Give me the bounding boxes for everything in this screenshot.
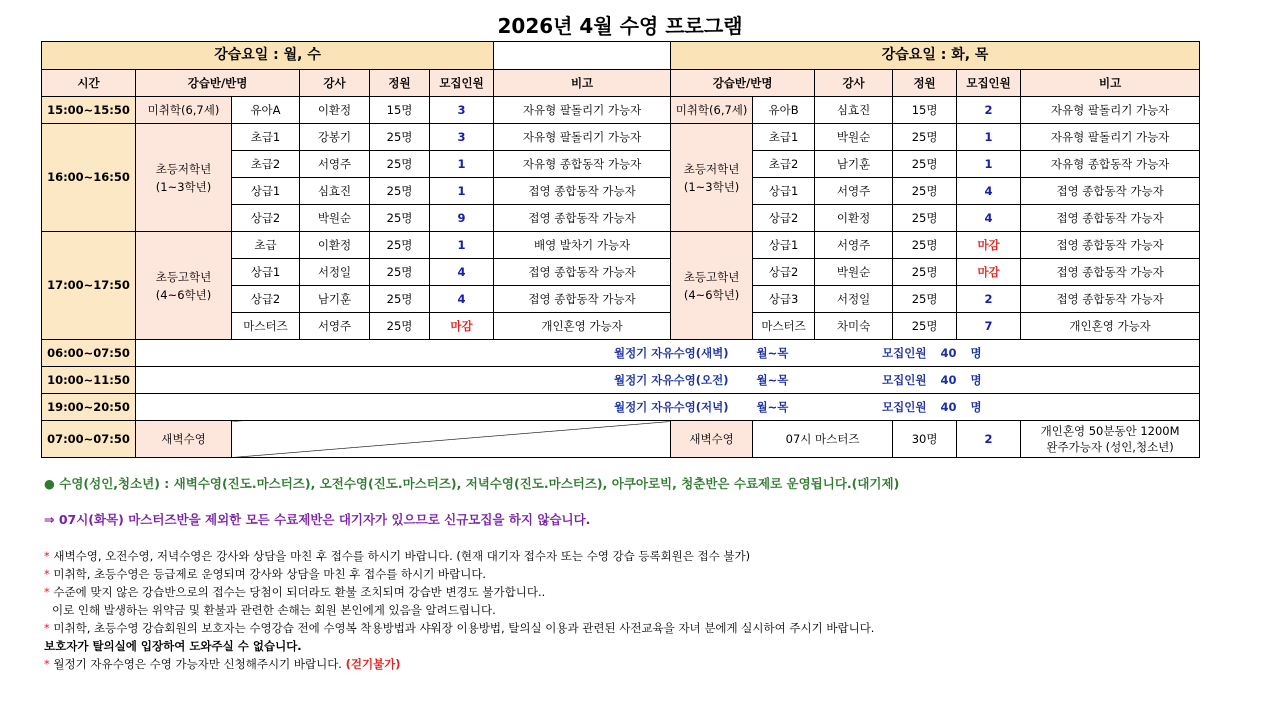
- free-swim-name: 월정기 자유수영(오전): [613, 372, 729, 387]
- col-capacity: 정원: [370, 70, 430, 97]
- note-line: [44, 656, 401, 672]
- note-red-text: (걷기불가): [345, 657, 401, 671]
- remark-cell: 접영 종합동작 가능자: [494, 178, 671, 205]
- notice-green: ● 수영(성인,청소년) : 새벽수영(진도.마스터즈), 오전수영(진도.마스터즈), 저녁수영(진도.마스터즈), 아쿠아로빅, 청춘반은 수료제로 운영됩니다.(대기제): [44, 476, 900, 491]
- class-cell: 마스터즈: [753, 313, 815, 340]
- teacher-cell: 남기훈: [815, 151, 893, 178]
- bullet-star: *: [44, 621, 50, 635]
- teacher-cell: 심효진: [815, 97, 893, 124]
- remark-cell: 접영 종합동작 가능자: [1021, 232, 1200, 259]
- remark-line: 완주가능자 (성인,청소년): [1046, 440, 1174, 454]
- free-swim-days: 월~목: [756, 399, 789, 414]
- teacher-cell: 서정일: [300, 259, 370, 286]
- capacity-cell: 25명: [370, 232, 430, 259]
- note-line-bold: 보호자가 탈의실에 입장하여 도와주실 수 없습니다.: [44, 639, 302, 653]
- free-swim-days: 월~목: [756, 345, 789, 360]
- teacher-cell: 박원순: [815, 124, 893, 151]
- free-swim-name: 월정기 자유수영(저녁): [613, 399, 729, 414]
- remark-cell: 접영 종합동작 가능자: [1021, 259, 1200, 286]
- recruit-cell: 1: [430, 232, 494, 259]
- note-text: 미취학, 초등수영은 등급제로 운영되며 강사와 상담을 마친 후 접수를 하시기 바랍니다.: [53, 567, 487, 581]
- class-cell: 상급2: [753, 259, 815, 286]
- capacity-cell: 25명: [893, 232, 957, 259]
- capacity-cell: 25명: [893, 151, 957, 178]
- group-cell: 미취학(6,7세): [136, 97, 232, 124]
- schedule-table: [41, 41, 1200, 458]
- class-cell: 상급2: [753, 205, 815, 232]
- teacher-cell: 박원순: [815, 259, 893, 286]
- free-swim-label: 모집인원: [882, 345, 927, 360]
- teacher-cell: 강봉기: [300, 124, 370, 151]
- free-swim-count: 40: [940, 372, 957, 387]
- teacher-cell: 차미숙: [815, 313, 893, 340]
- class-cell: 상급1: [753, 232, 815, 259]
- right-day-header: 강습요일 : 화, 목: [671, 42, 1200, 70]
- class-cell: 유아B: [753, 97, 815, 124]
- capacity-cell: 25명: [370, 124, 430, 151]
- capacity-cell: 25명: [370, 178, 430, 205]
- recruit-cell: 마감: [957, 232, 1021, 259]
- capacity-cell: 25명: [893, 286, 957, 313]
- free-swim-cell: [136, 340, 1200, 367]
- capacity-cell: 25명: [370, 313, 430, 340]
- recruit-cell: 4: [430, 259, 494, 286]
- remark-cell: 개인혼영 가능자: [1021, 313, 1200, 340]
- class-cell: 초급2: [232, 151, 300, 178]
- group-cell: 초등고학년 (4~6학년): [671, 232, 753, 340]
- note-text: 수준에 맞지 않은 강습반으로의 접수는 당첨이 되더라도 환불 조치되며 강습반 변경도 불가합니다..: [53, 585, 546, 599]
- page-title: 2026년 4월 수영 프로그램: [497, 14, 743, 38]
- note-line: [52, 602, 496, 618]
- recruit-cell: 마감: [430, 313, 494, 340]
- teacher-cell: 이환정: [815, 205, 893, 232]
- group-cell: 초등저학년 (1~3학년): [136, 124, 232, 232]
- table-row: [42, 124, 1200, 151]
- teacher-cell: 박원순: [300, 205, 370, 232]
- class-cell: 상급1: [753, 178, 815, 205]
- col-recruit: 모집인원: [430, 70, 494, 97]
- teacher-cell: 서영주: [815, 232, 893, 259]
- capacity-cell: 25명: [893, 178, 957, 205]
- teacher-cell: 남기훈: [300, 286, 370, 313]
- class-cell: 초급: [232, 232, 300, 259]
- free-swim-unit: 명: [970, 399, 982, 414]
- col-class-r: 강습반/반명: [671, 70, 815, 97]
- remark-cell: 자유형 팔돌리기 가능자: [1021, 124, 1200, 151]
- bullet-star: *: [44, 567, 50, 581]
- note-line: [44, 584, 545, 600]
- class-cell: 초급2: [753, 151, 815, 178]
- left-day-header: 강습요일 : 월, 수: [42, 42, 494, 70]
- recruit-cell: 9: [430, 205, 494, 232]
- time-cell: 06:00~07:50: [42, 340, 136, 367]
- col-remark-r: 비고: [1021, 70, 1200, 97]
- recruit-cell: 1: [957, 124, 1021, 151]
- group-cell: 초등고학년 (4~6학년): [136, 232, 232, 340]
- class-cell: 초급1: [753, 124, 815, 151]
- group-cell: 새벽수영: [671, 421, 753, 458]
- col-teacher: 강사: [300, 70, 370, 97]
- group-cell: 새벽수영: [136, 421, 232, 458]
- capacity-cell: 25명: [893, 313, 957, 340]
- empty-slash-cell: [232, 421, 671, 458]
- note-text: 새벽수영, 오전수영, 저녁수영은 강사와 상담을 마친 후 접수를 하시기 바랍니다. (현재 대기자 접수자 또는 수영 강습 등록회원은 접수 불가): [53, 549, 751, 563]
- free-swim-count: 40: [940, 399, 957, 414]
- recruit-cell: 2: [957, 97, 1021, 124]
- dawn-row: [42, 421, 1200, 458]
- bullet-star: *: [44, 549, 50, 563]
- remark-cell: [1021, 421, 1200, 458]
- teacher-cell: 서영주: [300, 151, 370, 178]
- remark-cell: 개인혼영 가능자: [494, 313, 671, 340]
- recruit-cell: 1: [957, 151, 1021, 178]
- notice-purple: ⇒ 07시(화목) 마스터즈반을 제외한 모든 수료제반은 대기자가 있으므로 신규모집을 하지 않습니다.: [44, 512, 591, 527]
- column-header-row: [42, 70, 1200, 97]
- teacher-cell: 이환정: [300, 232, 370, 259]
- bullet-star: *: [44, 657, 50, 671]
- time-cell: 19:00~20:50: [42, 394, 136, 421]
- day-header-row: [42, 42, 1200, 70]
- class-cell: 상급3: [753, 286, 815, 313]
- col-class: 강습반/반명: [136, 70, 300, 97]
- recruit-cell: 2: [957, 286, 1021, 313]
- free-swim-row: [42, 394, 1200, 421]
- table-row: [42, 97, 1200, 124]
- note-text: 월정기 자유수영은 수영 가능자만 신청해주시기 바랍니다.: [53, 657, 346, 671]
- free-swim-cell: [136, 394, 1200, 421]
- recruit-cell: 4: [957, 178, 1021, 205]
- teacher-cell: 서영주: [300, 313, 370, 340]
- table-row: [42, 232, 1200, 259]
- class-cell: 07시 마스터즈: [753, 421, 893, 458]
- capacity-cell: 25명: [893, 205, 957, 232]
- time-cell: 07:00~07:50: [42, 421, 136, 458]
- recruit-cell: 3: [430, 124, 494, 151]
- remark-line: 개인혼영 50분동안 1200M: [1040, 424, 1180, 438]
- capacity-cell: 30명: [893, 421, 957, 458]
- free-swim-days: 월~목: [756, 372, 789, 387]
- note-line: [44, 620, 874, 636]
- remark-cell: 배영 발차기 가능자: [494, 232, 671, 259]
- free-swim-row: [42, 340, 1200, 367]
- remark-cell: 접영 종합동작 가능자: [494, 259, 671, 286]
- capacity-cell: 25명: [370, 205, 430, 232]
- teacher-cell: 서영주: [815, 178, 893, 205]
- class-cell: 마스터즈: [232, 313, 300, 340]
- remark-cell: 접영 종합동작 가능자: [1021, 286, 1200, 313]
- col-capacity-r: 정원: [893, 70, 957, 97]
- class-cell: 상급2: [232, 205, 300, 232]
- note-text: 이로 인해 발생하는 위약금 및 환불과 관련한 손해는 회원 본인에게 있음을 알려드립니다.: [52, 603, 496, 617]
- remark-cell: 접영 종합동작 가능자: [1021, 178, 1200, 205]
- recruit-cell: 7: [957, 313, 1021, 340]
- capacity-cell: 25명: [893, 259, 957, 286]
- free-swim-name: 월정기 자유수영(새벽): [613, 345, 729, 360]
- col-recruit-r: 모집인원: [957, 70, 1021, 97]
- teacher-cell: 이환정: [300, 97, 370, 124]
- class-cell: 상급1: [232, 178, 300, 205]
- note-line: [44, 566, 486, 582]
- capacity-cell: 15명: [370, 97, 430, 124]
- time-cell: 16:00~16:50: [42, 124, 136, 232]
- class-cell: 상급2: [232, 286, 300, 313]
- free-swim-cell: [136, 367, 1200, 394]
- note-line: [44, 548, 750, 564]
- capacity-cell: 25명: [893, 124, 957, 151]
- remark-cell: 자유형 팔돌리기 가능자: [1021, 97, 1200, 124]
- recruit-cell: 3: [430, 97, 494, 124]
- teacher-cell: 심효진: [300, 178, 370, 205]
- remark-cell: 자유형 팔돌리기 가능자: [494, 124, 671, 151]
- group-cell: 초등저학년 (1~3학년): [671, 124, 753, 232]
- free-swim-label: 모집인원: [882, 399, 927, 414]
- time-cell: 15:00~15:50: [42, 97, 136, 124]
- recruit-cell: 2: [957, 421, 1021, 458]
- group-cell: 미취학(6,7세): [671, 97, 753, 124]
- col-remark: 비고: [494, 70, 671, 97]
- class-cell: 유아A: [232, 97, 300, 124]
- col-time: 시간: [42, 70, 136, 97]
- capacity-cell: 25명: [370, 286, 430, 313]
- bullet-star: *: [44, 585, 50, 599]
- recruit-cell: 4: [430, 286, 494, 313]
- capacity-cell: 25명: [370, 151, 430, 178]
- time-cell: 10:00~11:50: [42, 367, 136, 394]
- recruit-cell: 마감: [957, 259, 1021, 286]
- recruit-cell: 1: [430, 151, 494, 178]
- teacher-cell: 서정일: [815, 286, 893, 313]
- recruit-cell: 4: [957, 205, 1021, 232]
- capacity-cell: 25명: [370, 259, 430, 286]
- remark-cell: 자유형 종합동작 가능자: [1021, 151, 1200, 178]
- remark-cell: 자유형 종합동작 가능자: [494, 151, 671, 178]
- time-cell: 17:00~17:50: [42, 232, 136, 340]
- class-cell: 초급1: [232, 124, 300, 151]
- free-swim-row: [42, 367, 1200, 394]
- col-teacher-r: 강사: [815, 70, 893, 97]
- free-swim-label: 모집인원: [882, 372, 927, 387]
- remark-cell: 접영 종합동작 가능자: [494, 205, 671, 232]
- header-blank: [494, 42, 671, 70]
- class-cell: 상급1: [232, 259, 300, 286]
- capacity-cell: 15명: [893, 97, 957, 124]
- remark-cell: 자유형 팔돌리기 가능자: [494, 97, 671, 124]
- recruit-cell: 1: [430, 178, 494, 205]
- free-swim-unit: 명: [970, 345, 982, 360]
- free-swim-count: 40: [940, 345, 957, 360]
- note-text: 미취학, 초등수영 강습회원의 보호자는 수영강습 전에 수영복 착용방법과 샤워장 이용방법, 탈의실 이용과 관련된 사전교육을 자녀 분에게 실시하여 주시기 바랍니다.: [53, 621, 875, 635]
- remark-cell: 접영 종합동작 가능자: [494, 286, 671, 313]
- free-swim-unit: 명: [970, 372, 982, 387]
- remark-cell: 접영 종합동작 가능자: [1021, 205, 1200, 232]
